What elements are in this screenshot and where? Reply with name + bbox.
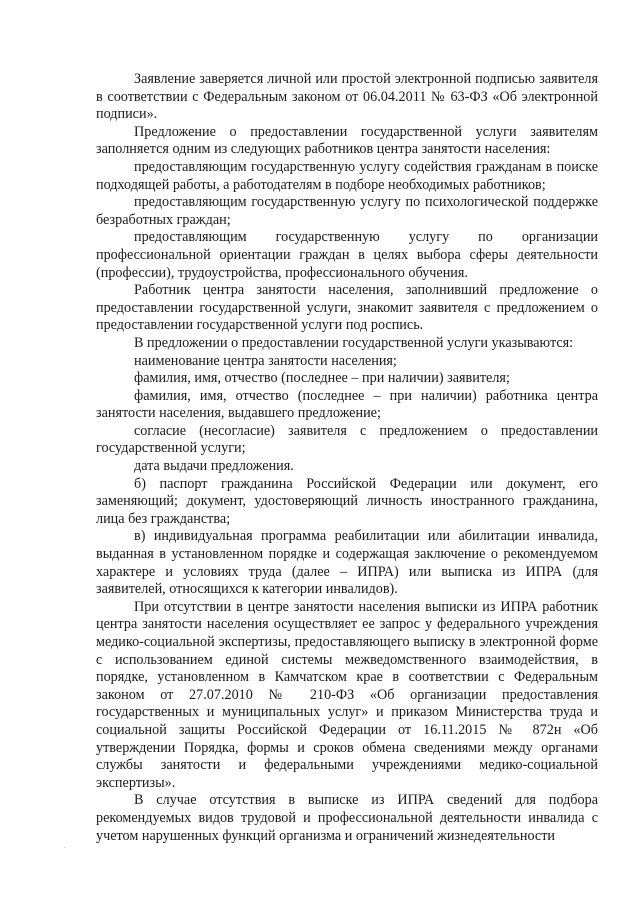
paragraph-offer-contents: В предложении о предоставлении государственной услуги указываются: bbox=[134, 334, 574, 351]
paragraph-acquaint: Работник центра занятости населения, заполнивший предложение о предоставлении государственной услуги, знакомит заявителя с предложением о предоставлении государственной услуги под роспись. bbox=[96, 282, 598, 334]
paragraph-signature: Заявление заверяется личной или простой электронной подписью заявителя в соответствии с Федеральным законом от 06.04.2011 № 63-ФЗ «Об электронной подписи». bbox=[96, 71, 598, 123]
paragraph-ipra: в) индивидуальная программа реабилитации или абилитации инвалида, выданная в установленном порядке и содержащая заключение о рекомендуемом характере и условиях труда (далее – ИПРА) или выписка из ИПРА (для заявителей, относящихся к категории инвалидов). bbox=[96, 528, 598, 598]
list-item-job-search: предоставляющим государственную услугу содействия гражданам в поиске подходящей работы, а работодателям в подборе необходимых работников; bbox=[96, 158, 598, 193]
list-item-career-guidance: предоставляющим государственную услугу по организации профессиональной ориентации граждан в целях выбора сферы деятельности (профессии), трудоустройства, профессионального обучения. bbox=[96, 229, 598, 281]
paragraph-ipra-request: При отсутствии в центре занятости населения выписки из ИПРА работник центра занятости населения осуществляет ее запрос у федерального учреждения медико-социальной экспертизы, предоставляющего выписку в электронной форме с использованием единой системы межведомственного взаимодействия, в порядке, установленном в Камчатском крае в соответствии с Федеральным законом от 27.07.2010 № 210-ФЗ «Об организации предоставления государственных и муниципальных услуг» и приказом Министерства труда и социальной защиты Российской Федерации от 16.11.2015 № 872н «Об утверждении Порядка, формы и сроков обмена сведениями между органами службы занятости и федеральными учреждениями медико-социальной экспертизы». bbox=[96, 598, 598, 791]
list-item-consent: согласие (несогласие) заявителя с предложением о предоставлении государственной услуги; bbox=[96, 422, 598, 457]
document-body bbox=[96, 71, 598, 845]
paragraph-passport: б) паспорт гражданина Российской Федерации или документ, его заменяющий; документ, удостоверяющий личность иностранного гражданина, лица без гражданства; bbox=[96, 475, 598, 527]
list-item-center-name: наименование центра занятости населения; bbox=[134, 352, 397, 369]
paragraph-offer-filled: Предложение о предоставлении государственной услуги заявителям заполняется одним из следующих работников центра занятости населения: bbox=[96, 123, 598, 158]
list-item-applicant-name: фамилия, имя, отчество (последнее – при наличии) заявителя; bbox=[134, 370, 510, 387]
list-item-issue-date: дата выдачи предложения. bbox=[134, 458, 294, 475]
paragraph-ipra-missing: В случае отсутствия в выписке из ИПРА сведений для подбора рекомендуемых видов трудовой и профессиональной деятельности инвалида с учетом нарушенных функций организма и ограничений жизнедеятельности bbox=[96, 792, 598, 844]
list-item-employee-name: фамилия, имя, отчество (последнее – при наличии) работника центра занятости населения, выдавшего предложение; bbox=[96, 387, 598, 422]
margin-mark: . bbox=[64, 841, 66, 850]
list-item-psych-support: предоставляющим государственную услугу по психологической поддержке безработных граждан; bbox=[96, 194, 598, 228]
